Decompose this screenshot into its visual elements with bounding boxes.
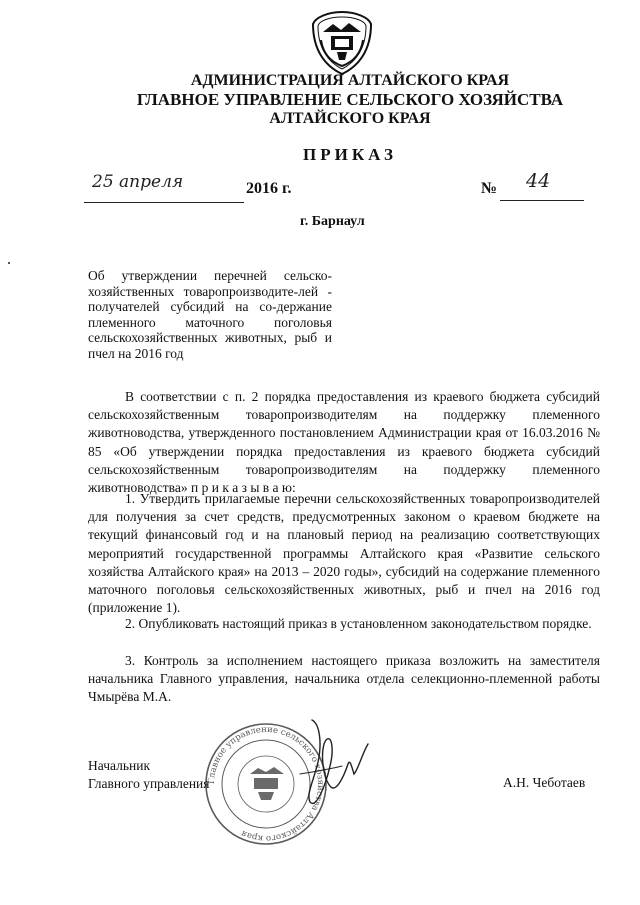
signatory-position [88,757,210,793]
city-label: г. Барнаул [300,214,365,229]
clause-3-paragraph: 3. Контроль за исполнением настоящего приказа возложить на заместителя начальника Главного управления, начальника отдела селекционно-племенной работы Чмырёва М.А. [88,653,600,705]
signatory-position-line-2: Главного управления [88,776,210,791]
svg-text:Главное управление сельского х: Главное управление сельского хозяйства Алтайского края [206,724,326,844]
preamble-paragraph: В соответствии с п. 2 порядка предоставления из краевого бюджета субсидий сельскохозяйственным товаропроизводителям на поддержку племенного животноводства, утвержденного постановлением Администрации края от 16.03.2016 № 85 «Об утверждении порядка предоставления из краевого бюджета субсидий сельскохозяйственным товаропроизводителям на поддержку племенного животноводства» п р и к а з ы в а ю: [88,389,600,496]
handwritten-signature [292,714,386,814]
organization-line-2: ГЛАВНОЕ УПРАВЛЕНИЕ СЕЛЬСКОГО ХОЗЯЙСТВА [136,90,564,109]
date-year: 2016 г. [246,180,292,197]
clause-2-paragraph: 2. Опубликовать настоящий приказ в установленном законодательством порядке. [125,616,592,631]
order-subject: Об утверждении перечней сельско-хозяйственных товаропроизводите-лей - получателей субсидий на со-держание племенного маточного поголовья сельскохозяйственных животных, рыб и пчел на 2016 год [88,268,332,361]
signatory-name: А.Н. Чеботаев [503,775,586,790]
signatory-position-line-1: Начальник [88,758,151,773]
organization-line-1: АДМИНИСТРАЦИЯ АЛТАЙСКОГО КРАЯ [190,72,510,89]
document-type-title: ПРИКАЗ [303,145,397,164]
handwritten-number: 44 [526,170,551,192]
organization-line-3: АЛТАЙСКОГО КРАЯ [269,110,431,127]
number-label: № [481,180,498,197]
handwritten-date: 25 апреля [92,172,184,192]
clause-1-paragraph: 1. Утвердить прилагаемые перечни сельскохозяйственных товаропроизводителей для получения за счет средств, предусмотренных законом о краевом бюджете на текущий финансовый год и на плановый период на реализацию соответствующих мероприятий государственной программы Алтайского края «Развитие сельского хозяйства Алтайского края» на 2013 – 2020 годы», субсидий на содержание племенного маточного поголовья сельскохозяйственных животных, рыб и пчел на 2016 год (приложение 1). [88,491,600,616]
coat-of-arms-emblem [307,10,377,76]
scan-mark [8,262,10,264]
